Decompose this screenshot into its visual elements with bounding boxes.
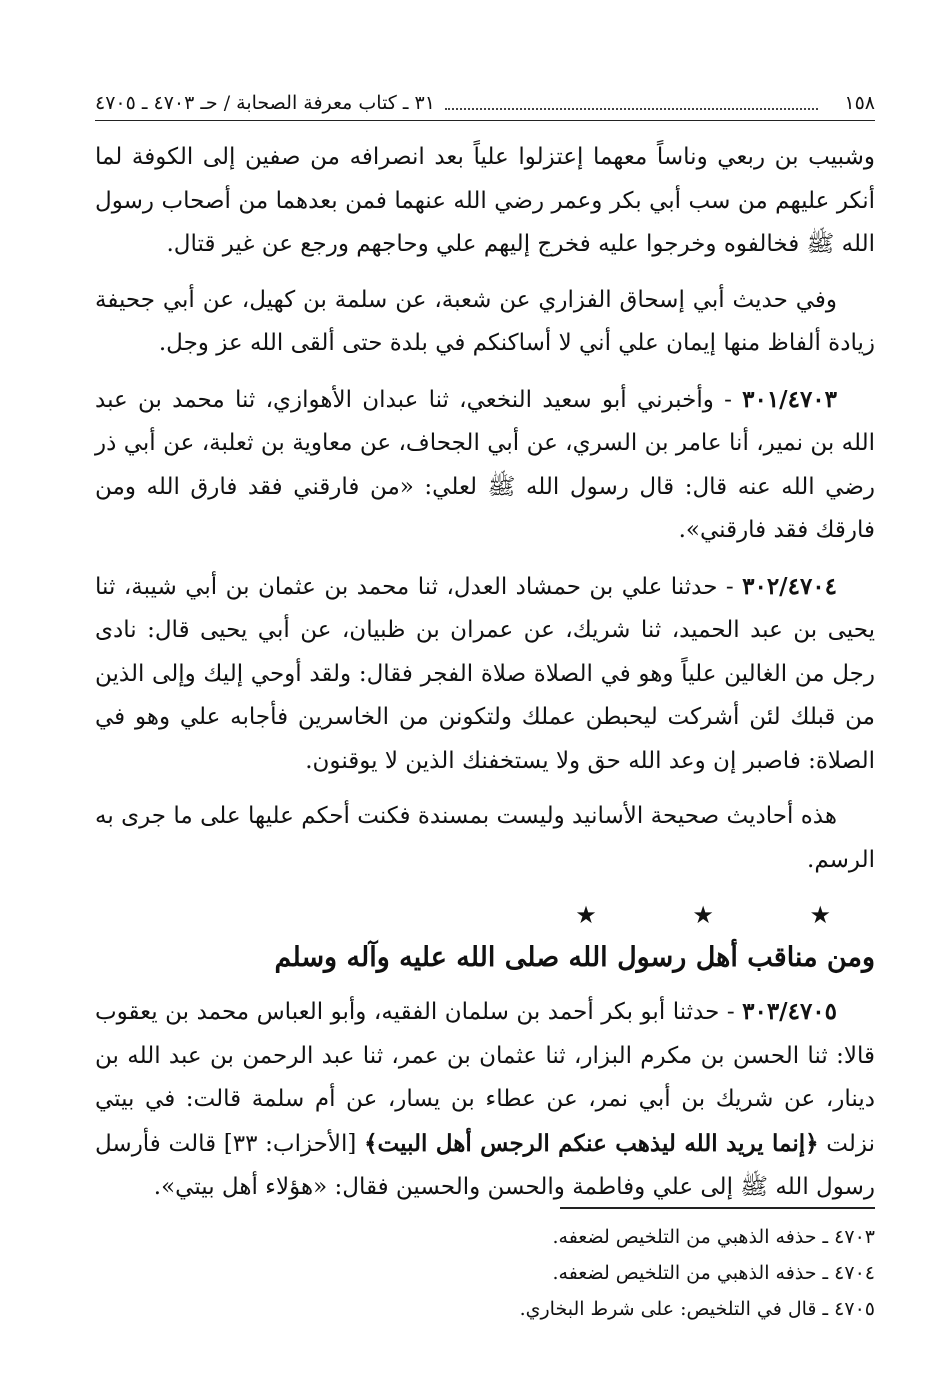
page-number: ١٥٨	[844, 92, 875, 114]
hadith-number: ٣٠١/٤٧٠٣	[742, 385, 837, 413]
footnotes	[95, 1219, 875, 1327]
footnote: ٤٧٠٤ ـ حذفه الذهبي من التلخيص لضعفه.	[552, 1262, 875, 1284]
paragraph-1: وشبيب بن ربعي وناساً معهما إعتزلوا علياً بعد انصرافه من صفين إلى الكوفة لما أنكر عليهم من سب أبي بكر وعمر رضي الله عنهما فمن بعدهما من أصحاب رسول الله ﷺ فخالفوه وخرجوا عليه فخرج إليهم علي وحاجهم ورجع عن غير قتال.	[95, 144, 875, 257]
hadith-number: ٣٠٣/٤٧٠٥	[742, 998, 837, 1025]
hadith-number: ٣٠٢/٤٧٠٤	[742, 572, 837, 600]
hadith-4703	[95, 378, 875, 553]
header-dot-leader	[445, 108, 818, 110]
section-divider-stars: ★ ★ ★	[575, 901, 875, 929]
running-header	[95, 86, 875, 121]
running-title: ٣١ ـ كتاب معرفة الصحابة / حـ ٤٧٠٣ ـ ٤٧٠٥	[95, 92, 435, 114]
main-text	[95, 136, 875, 1222]
quran-verse: ﴿إنما يريد الله ليذهب عنكم الرجس أهل البيت﴾	[364, 1129, 819, 1157]
footnote-separator	[560, 1207, 875, 1209]
footnote: ٤٧٠٥ ـ قال في التلخيص: على شرط البخاري.	[519, 1298, 875, 1320]
hadith-text: - حدثنا أبو بكر أحمد بن سلمان الفقيه، وأبو العباس محمد بن يعقوب قالا: ثنا الحسن بن مكرم البزار، ثنا عثمان بن عمر، ثنا عبد الرحمن بن عبد الله بن دينار، عن شريك بن أبي نمر، عن عطاء بن يسار، عن أم سلمة قالت: في بيتي نزلت	[95, 999, 875, 1157]
section-title: ومن مناقب أهل رسول الله صلى الله عليه وآله وسلم	[274, 942, 875, 973]
paragraph-2: وفي حديث أبي إسحاق الفزاري عن شعبة، عن سلمة بن كهيل، عن أبي جحيفة زيادة ألفاظ منها إيمان علي أني لا أساكنكم في بلدة حتى ألقى الله عز وجل.	[95, 286, 875, 356]
hadith-text-continued: [الأحزاب: ٣٣] قالت فأرسل رسول الله ﷺ إلى علي وفاطمة والحسن والحسين فقال: «هؤلاء أهل بيتي».	[95, 1130, 875, 1200]
paragraph-5: هذه أحاديث صحيحة الأسانيد وليست بمسندة فكنت أحكم عليها على ما جرى به الرسم.	[95, 803, 875, 873]
footnote: ٤٧٠٣ ـ حذفه الذهبي من التلخيص لضعفه.	[552, 1226, 875, 1248]
hadith-4705	[95, 990, 875, 1210]
hadith-text: - وأخبرني أبو سعيد النخعي، ثنا عبدان الأهوازي، ثنا محمد بن عبد الله بن نمير، أنا عامر بن السري، عن أبي الجحاف، عن معاوية بن ثعلبة، عن أبي ذر رضي الله عنه قال: قال رسول الله ﷺ لعلي: «من فارقني فقد فارق الله ومن فارقك فقد فارقني».	[95, 386, 875, 543]
hadith-text: - حدثنا علي بن حمشاد العدل، ثنا محمد بن عثمان بن أبي شيبة، ثنا يحيى بن عبد الحميد، ثنا شريك، عن عمران بن ظبيان، عن أبي يحيى قال: نادى رجل من الغالين علياً وهو في الصلاة صلاة الفجر فقال: ولقد أوحي إليك وإلى الذين من قبلك لئن أشركت ليحبطن عملك ولتكونن من الخاسرين فأجابه علي وهو في الصلاة: فاصبر إن وعد الله حق ولا يستخفنك الذين لا يوقنون.	[95, 573, 875, 774]
hadith-4704	[95, 565, 875, 784]
